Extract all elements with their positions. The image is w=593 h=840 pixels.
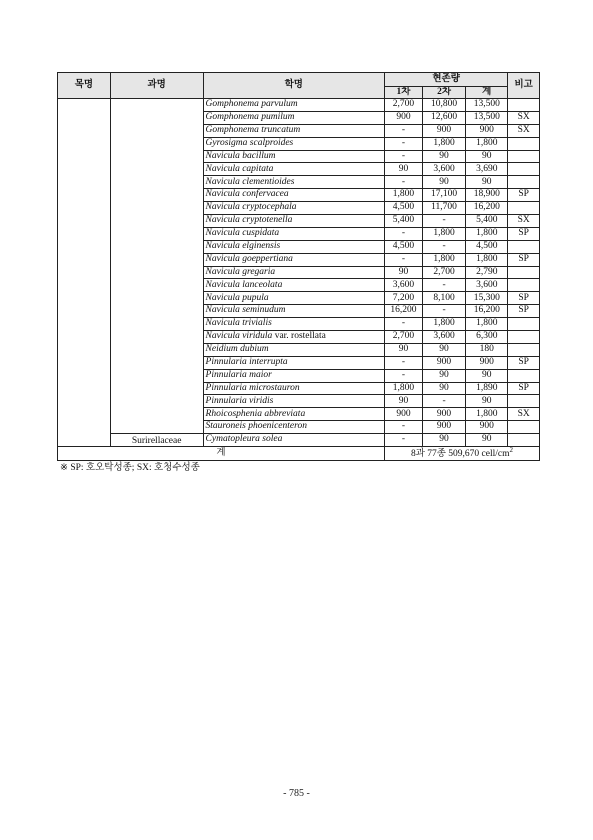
remark-cell: SP	[508, 292, 540, 305]
sum-value: 6,300	[466, 331, 508, 344]
species-name	[203, 331, 384, 344]
sum-value: 4,500	[466, 240, 508, 253]
species-name-text: Pinnularia viridis	[205, 395, 274, 406]
second-survey-value: 90	[422, 434, 465, 447]
first-survey-value: -	[384, 421, 422, 434]
remark-cell	[508, 176, 540, 189]
sum-value: 1,800	[466, 408, 508, 421]
species-name	[203, 124, 384, 137]
second-survey-value: -	[422, 395, 465, 408]
species-name-text: Neidium dubium	[205, 344, 269, 355]
second-survey-value: 90	[422, 343, 465, 356]
species-name-text: Navicula capitata	[205, 163, 274, 174]
species-name-text: Navicula clementioides	[205, 176, 295, 187]
species-name-text: Cymatopleura solea	[205, 434, 283, 445]
species-name	[203, 266, 384, 279]
table-row	[58, 434, 540, 447]
species-name	[203, 176, 384, 189]
species-name-text: Navicula lanceolata	[205, 279, 283, 290]
remark-cell	[508, 421, 540, 434]
remark-cell	[508, 434, 540, 447]
species-name-text: Navicula pupula	[205, 292, 269, 303]
family-cell	[110, 99, 203, 434]
species-variety-text: var. rostellata	[272, 331, 326, 342]
second-survey-value: -	[422, 279, 465, 292]
second-survey-value: 2,700	[422, 266, 465, 279]
header-family: 과명	[110, 73, 203, 99]
sum-value: 1,800	[466, 137, 508, 150]
remark-cell: SP	[508, 253, 540, 266]
sum-value: 13,500	[466, 111, 508, 124]
remark-cell: SX	[508, 111, 540, 124]
remark-cell	[508, 331, 540, 344]
sum-value: 13,500	[466, 99, 508, 112]
species-name-text: Pinnularia interrupta	[205, 357, 288, 367]
species-name	[203, 369, 384, 382]
second-survey-value: 3,600	[422, 331, 465, 344]
second-survey-value: 12,600	[422, 111, 465, 124]
sum-value: 90	[466, 395, 508, 408]
sum-value: 900	[466, 356, 508, 369]
species-name	[203, 227, 384, 240]
species-name-text: Navicula confervacea	[205, 189, 289, 200]
species-name	[203, 395, 384, 408]
remark-cell	[508, 240, 540, 253]
species-name-text: Navicula cuspidata	[205, 228, 280, 239]
species-name	[203, 202, 384, 215]
first-survey-value: 90	[384, 395, 422, 408]
species-name	[203, 137, 384, 150]
remark-cell: SP	[508, 356, 540, 369]
species-name	[203, 150, 384, 163]
first-survey-value: -	[384, 150, 422, 163]
first-survey-value: -	[384, 253, 422, 266]
first-survey-value: 2,700	[384, 99, 422, 112]
remark-cell	[508, 279, 540, 292]
species-name-text: Gomphonema truncatum	[205, 124, 301, 135]
remark-cell: SX	[508, 408, 540, 421]
second-survey-value: 8,100	[422, 292, 465, 305]
second-survey-value: 90	[422, 369, 465, 382]
second-survey-value: 1,800	[422, 318, 465, 331]
species-name-text: Gomphonema parvulum	[205, 99, 298, 110]
sum-value: 1,800	[466, 227, 508, 240]
total-value	[384, 447, 539, 461]
remark-cell	[508, 266, 540, 279]
first-survey-value: -	[384, 137, 422, 150]
remark-cell: SX	[508, 124, 540, 137]
species-table	[57, 72, 540, 461]
second-survey-value: -	[422, 215, 465, 228]
species-name-text: Rhoicosphenia abbreviata	[205, 408, 306, 419]
remark-cell: SP	[508, 382, 540, 395]
species-name	[203, 111, 384, 124]
second-survey-value: 1,800	[422, 137, 465, 150]
first-survey-value: -	[384, 434, 422, 447]
remark-cell	[508, 137, 540, 150]
remark-cell: SP	[508, 305, 540, 318]
species-name	[203, 434, 384, 447]
species-name-text: Pinnularia microstauron	[205, 382, 300, 393]
remark-cell	[508, 343, 540, 356]
second-survey-value: 900	[422, 356, 465, 369]
species-name-text: Navicula goeppertiana	[205, 253, 293, 264]
sum-value: 90	[466, 434, 508, 447]
species-name-text: Navicula cryptotenella	[205, 215, 293, 226]
header-remarks: 비고	[508, 73, 540, 99]
first-survey-value: 4,500	[384, 240, 422, 253]
species-body	[58, 99, 540, 461]
first-survey-value: 90	[384, 266, 422, 279]
second-survey-value: 11,700	[422, 202, 465, 215]
species-name-text: Navicula elginensis	[205, 240, 281, 251]
first-survey-value: -	[384, 369, 422, 382]
first-survey-value: -	[384, 227, 422, 240]
second-survey-value: 900	[422, 124, 465, 137]
sum-value: 15,300	[466, 292, 508, 305]
first-survey-value: -	[384, 318, 422, 331]
first-survey-value: 900	[384, 111, 422, 124]
sum-value: 2,790	[466, 266, 508, 279]
species-name	[203, 318, 384, 331]
first-survey-value: 3,600	[384, 279, 422, 292]
header-first: 1차	[384, 87, 422, 99]
first-survey-value: -	[384, 356, 422, 369]
sum-value: 90	[466, 369, 508, 382]
species-name	[203, 343, 384, 356]
first-survey-value: 5,400	[384, 215, 422, 228]
second-survey-value: -	[422, 305, 465, 318]
order-cell	[58, 99, 111, 447]
first-survey-value: 2,700	[384, 331, 422, 344]
remark-cell	[508, 202, 540, 215]
remark-cell	[508, 318, 540, 331]
first-survey-value: 4,500	[384, 202, 422, 215]
sum-value: 5,400	[466, 215, 508, 228]
sum-value: 900	[466, 124, 508, 137]
species-name-text: Navicula viridula	[205, 331, 273, 342]
first-survey-value: 1,800	[384, 382, 422, 395]
species-name	[203, 408, 384, 421]
species-name	[203, 421, 384, 434]
sum-value: 1,800	[466, 318, 508, 331]
second-survey-value: 90	[422, 150, 465, 163]
species-name-text: Navicula cryptocephala	[205, 202, 297, 213]
second-survey-value: 1,800	[422, 227, 465, 240]
sum-value: 16,200	[466, 305, 508, 318]
species-name	[203, 215, 384, 228]
sum-value: 900	[466, 421, 508, 434]
remark-cell: SP	[508, 189, 540, 202]
header-standing-crop: 현존량	[384, 73, 507, 87]
total-label: 계	[58, 447, 385, 461]
second-survey-value: 90	[422, 382, 465, 395]
sum-value: 1,890	[466, 382, 508, 395]
remark-cell	[508, 395, 540, 408]
species-name	[203, 253, 384, 266]
second-survey-value: -	[422, 240, 465, 253]
remark-cell	[508, 369, 540, 382]
sum-value: 90	[466, 150, 508, 163]
remark-cell	[508, 99, 540, 112]
first-survey-value: 90	[384, 343, 422, 356]
sum-value: 16,200	[466, 202, 508, 215]
remark-cell	[508, 163, 540, 176]
first-survey-value: 90	[384, 163, 422, 176]
species-name	[203, 382, 384, 395]
species-name	[203, 305, 384, 318]
species-name	[203, 240, 384, 253]
remark-cell	[508, 150, 540, 163]
species-name	[203, 99, 384, 112]
remark-cell: SX	[508, 215, 540, 228]
second-survey-value: 10,800	[422, 99, 465, 112]
species-name-text: Gyrosigma scalproides	[205, 137, 294, 148]
family-cell: Surirellaceae	[110, 434, 203, 447]
table-row	[58, 99, 540, 112]
total-unit-exponent: 2	[509, 446, 513, 455]
second-survey-value: 1,800	[422, 253, 465, 266]
species-name	[203, 279, 384, 292]
header-order: 목명	[58, 73, 111, 99]
footnote: ※ SP: 호오탁성종; SX: 호청수성종	[60, 463, 200, 473]
second-survey-value: 3,600	[422, 163, 465, 176]
first-survey-value: -	[384, 176, 422, 189]
page-number: - 785 -	[283, 788, 310, 799]
species-name-text: Navicula seminudum	[205, 305, 286, 316]
species-name-text: Navicula bacillum	[205, 150, 276, 161]
sum-value: 3,690	[466, 163, 508, 176]
total-value-text: 8과 77종 509,670 cell/cm	[410, 449, 510, 460]
first-survey-value: -	[384, 124, 422, 137]
sum-value: 18,900	[466, 189, 508, 202]
sum-value: 3,600	[466, 279, 508, 292]
species-name	[203, 163, 384, 176]
first-survey-value: 16,200	[384, 305, 422, 318]
species-name-text: Pinnularia maior	[205, 369, 272, 380]
species-name-text: Gomphonema pumilum	[205, 112, 295, 123]
second-survey-value: 900	[422, 421, 465, 434]
sum-value: 1,800	[466, 253, 508, 266]
first-survey-value: 1,800	[384, 189, 422, 202]
header-second: 2차	[422, 87, 465, 99]
species-name	[203, 292, 384, 305]
second-survey-value: 90	[422, 176, 465, 189]
header-scientific-name: 학명	[203, 73, 384, 99]
second-survey-value: 17,100	[422, 189, 465, 202]
species-name-text: Navicula trivialis	[205, 318, 272, 329]
species-name	[203, 189, 384, 202]
species-name-text: Stauroneis phoenicenteron	[205, 421, 307, 432]
first-survey-value: 7,200	[384, 292, 422, 305]
remark-cell: SP	[508, 227, 540, 240]
second-survey-value: 900	[422, 408, 465, 421]
species-name-text: Navicula gregaria	[205, 266, 276, 277]
species-name	[203, 356, 384, 369]
sum-value: 90	[466, 176, 508, 189]
sum-value: 180	[466, 343, 508, 356]
first-survey-value: 900	[384, 408, 422, 421]
header-sum: 계	[466, 87, 508, 99]
